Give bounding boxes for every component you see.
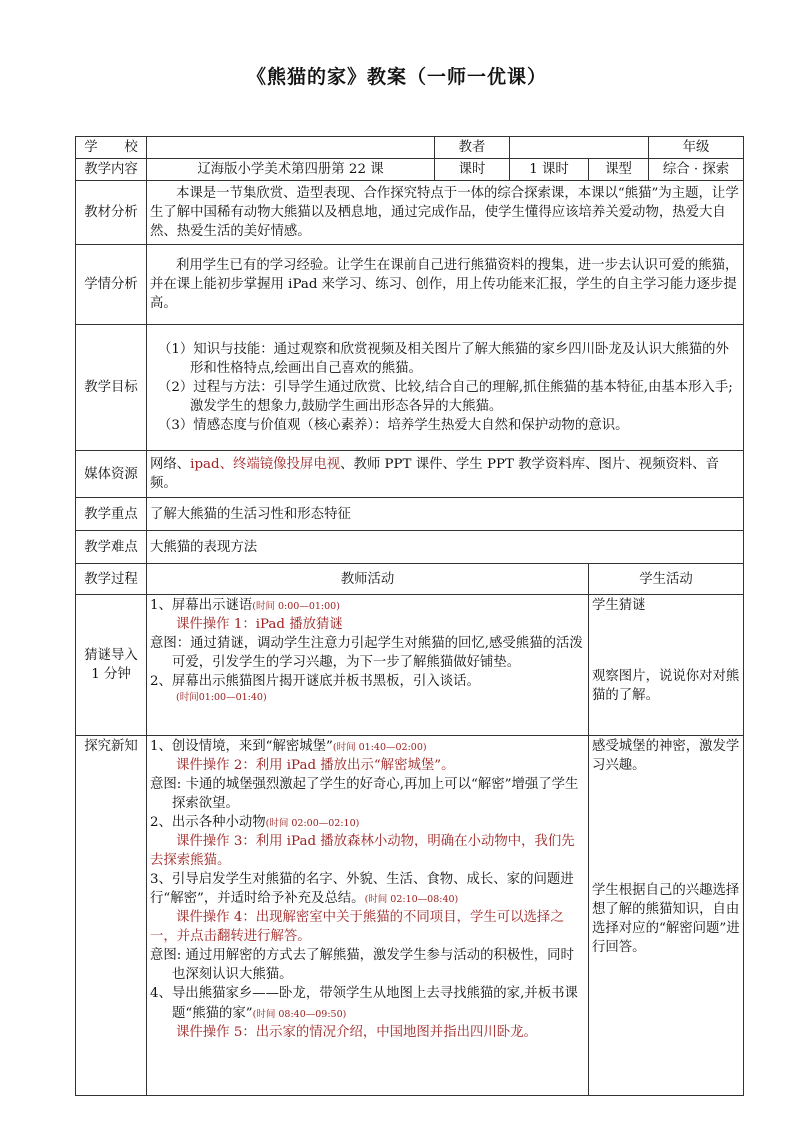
hours-value: 1 课时	[510, 159, 589, 181]
focus-label: 教学重点	[76, 498, 147, 531]
stage1-line: (时间01:00—01:40)	[176, 692, 267, 704]
stage2-line: 课件操作 5：出示家的情况介绍，中国地图并指出四川卧龙。	[176, 1024, 537, 1040]
goal-item: （3）情感态度与价值观（核心素养）：培养学生热爱大自然和保护动物的意识。	[158, 418, 629, 434]
stage2-teacher	[147, 736, 589, 1096]
stage1-line: 意图：通过猜谜，调动学生注意力引起学生对熊猫的回忆,感受熊猫的活泼可爱，引发学生的学习兴趣，为下一步了解熊猫做好铺垫。	[150, 636, 583, 671]
stage1-label: 猜谜导入 1 分钟	[76, 595, 147, 736]
type-value: 综合 · 探索	[649, 159, 744, 181]
type-label: 课型	[589, 159, 649, 181]
students-text: 利用学生已有的学习经验。让学生在课前自己进行熊猫资料的搜集，进一步去认识可爱的熊猫，并在课上能初步掌握用 iPad 来学习、练习、创作，用上传功能来汇报，学生的自主学习能力逐步提高。	[150, 258, 739, 312]
content-label: 教学内容	[76, 159, 147, 181]
stage2-line: 课件操作 3：利用 iPad 播放森林小动物，明确在小动物中，我们先去探索熊猫。	[150, 834, 575, 869]
stage2-line: 3、引导启发学生对熊猫的名字、外貌、生活、食物、成长、家的问题进行“解密”，并适时给予补充及总结。(时间 02:10—08:40)	[150, 872, 574, 907]
material-label: 教材分析	[76, 181, 147, 245]
stage1-line: 1、屏幕出示谜语(时间 0:00—01:00)	[150, 598, 340, 614]
stage1-line: 课件操作 1：iPad 播放猜谜	[176, 617, 343, 633]
stage2-line: 意图: 卡通的城堡强烈激起了学生的好奇心,再加上可以“解密”增强了学生探索欲望。	[150, 777, 579, 812]
stage1-teacher	[147, 595, 589, 736]
grade-label: 年级	[682, 140, 710, 155]
teacher-activity-header: 教师活动	[147, 564, 589, 595]
lesson-plan-table	[75, 136, 744, 1096]
stage2-line: 意图: 通过用解密的方式去了解熊猫，激发学生参与活动的积极性，同时也深刻认识大熊猫。	[150, 948, 574, 983]
media-label: 媒体资源	[76, 451, 147, 498]
goals-label: 教学目标	[76, 325, 147, 451]
media-text: 网络、ipad、终端镜像投屏电视、教师 PPT 课件、学生 PPT 教学资料库、图片、视频资料、音频。	[147, 451, 744, 498]
stage2-line: 2、出示各种小动物(时间 02:00—02:10)	[150, 815, 360, 831]
content-value: 辽海版小学美术第四册第 22 课	[147, 159, 435, 181]
school-value	[147, 137, 435, 159]
difficulty-text: 大熊猫的表现方法	[147, 531, 744, 564]
goal-item: （2）过程与方法：引导学生通过欣赏、比较,结合自己的理解,抓住熊猫的基本特征,由基本形入手;激发学生的想象力,鼓励学生画出形态各异的大熊猫。	[158, 380, 733, 415]
stage2-line: 4、导出熊猫家乡——卧龙，带领学生从地图上去寻找熊猫的家,并板书课题“熊猫的家”(时间 08:40—09:50)	[150, 986, 578, 1021]
goal-item: （1）知识与技能：通过观察和欣赏视频及相关图片了解大熊猫的家乡四川卧龙及认识大熊猫的外形和性格特点,绘画出自己喜欢的熊猫。	[158, 341, 729, 377]
students-label: 学情分析	[76, 245, 147, 325]
student-activity-header: 学生活动	[589, 564, 744, 595]
stage2-line: 1、创设情境，来到“解密城堡”(时间 01:40—02:00)	[150, 739, 427, 755]
stage1-line: 2、屏幕出示熊猫图片揭开谜底并板书黑板，引入谈话。	[150, 674, 480, 690]
stage2-student: 感受城堡的神密，激发学习兴趣。 学生根据自己的兴趣选择想了解的熊猫知识，自由选择对应的“解密问题”进行回答。	[589, 736, 744, 1096]
teacher-value	[510, 137, 649, 159]
teacher-label: 教者	[435, 137, 510, 159]
stage2-line: 课件操作 2：利用 iPad 播放出示“解密城堡”。	[176, 758, 455, 774]
material-text: 本课是一节集欣赏、造型表现、合作探究特点于一体的综合探索课，本课以“熊猫”为主题，让学生了解中国稀有动物大熊猫以及栖息地，通过完成作品，使学生懂得应该培养关爱动物，热爱大自然、热爱生活的美好情感。	[150, 186, 739, 240]
stage2-line: 课件操作 4：出现解密室中关于熊猫的不同项目，学生可以选择之一，并点击翻转进行解答。	[150, 910, 564, 945]
stage1-student: 学生猜谜 观察图片，说说你对对熊猫的了解。	[589, 595, 744, 736]
focus-text: 了解大熊猫的生活习性和形态特征	[147, 498, 744, 531]
stage2-label: 探究新知	[76, 736, 147, 1096]
page-title: 《熊猫的家》教案（一师一优课）	[246, 66, 547, 88]
school-label: 学 校	[76, 137, 147, 159]
process-header: 教学过程	[76, 564, 147, 595]
hours-label: 课时	[435, 159, 510, 181]
difficulty-label: 教学难点	[76, 531, 147, 564]
